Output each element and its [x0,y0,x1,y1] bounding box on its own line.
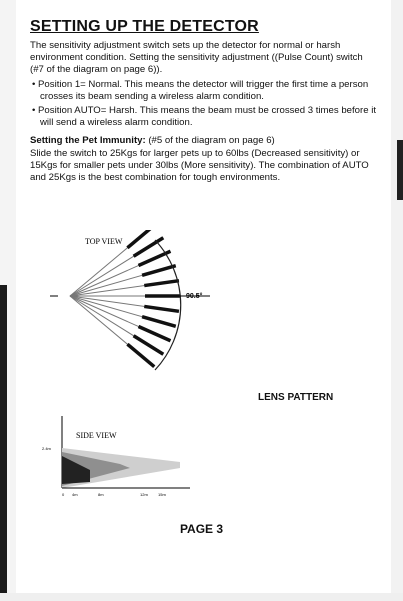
side-tick-label: 0 [62,492,65,497]
top-view-label: TOP VIEW [85,237,123,246]
text-block [30,18,376,184]
page-number: PAGE 3 [179,522,224,536]
pet-immunity-text: Slide the switch to 25Kgs for larger pets up to 60lbs (Decreased sensitivity) or 15Kgs for smaller pets under 30lbs (More sensitivity). The combination of AUTO and 25Kgs is the best combination for tough environments. [30,147,369,184]
side-tick-label: 12m [140,492,148,497]
page-title: SETTING UP THE DETECTOR [30,18,259,35]
top-view-diagram [30,230,290,390]
side-view-diagram [40,412,220,502]
bullet-text-2: Position AUTO= Harsh. This means the beam must be crossed 3 times before it will send a wireless alarm condition. [38,105,377,129]
pet-heading-bold: Setting the Pet Immunity: [30,135,146,147]
side-ticks [62,492,166,497]
side-tick-label: 8m [98,492,104,497]
right-page-edge [391,0,403,601]
left-binding-bar [0,285,7,601]
angle-label: 90.5° [186,293,203,300]
side-tick-label: 4m [72,492,78,497]
bullet-harsh: • Position AUTO= Harsh. This means the beam must be crossed 3 times before it will send a wireless alarm condition. [32,105,377,129]
lens-pattern-label: LENS PATTERN [258,392,334,403]
bullet-text-1: Position 1= Normal. This means the detector will trigger the first time a person crosses its beam sending a wireless alarm condition. [38,78,369,102]
side-view-label: SIDE VIEW [76,431,117,440]
intro-paragraph: The sensitivity adjustment switch sets up the detector for normal or harsh environment condition. Setting the sensitivity adjustment ((Pulse Count) switch (#7 of the diagram on page 6)). [30,40,363,76]
right-tab-marker [397,140,403,200]
bottom-page-edge [0,593,403,601]
side-height-label: 2.4m [42,446,51,451]
side-tick-label: 15m [158,492,166,497]
pet-heading-ref: (#5 of the diagram on page 6) [148,135,275,147]
pet-immunity-heading [30,135,376,147]
bullet-normal: • Position 1= Normal. This means the detector will trigger the first time a person crosses its beam sending a wireless alarm condition. [32,78,369,102]
